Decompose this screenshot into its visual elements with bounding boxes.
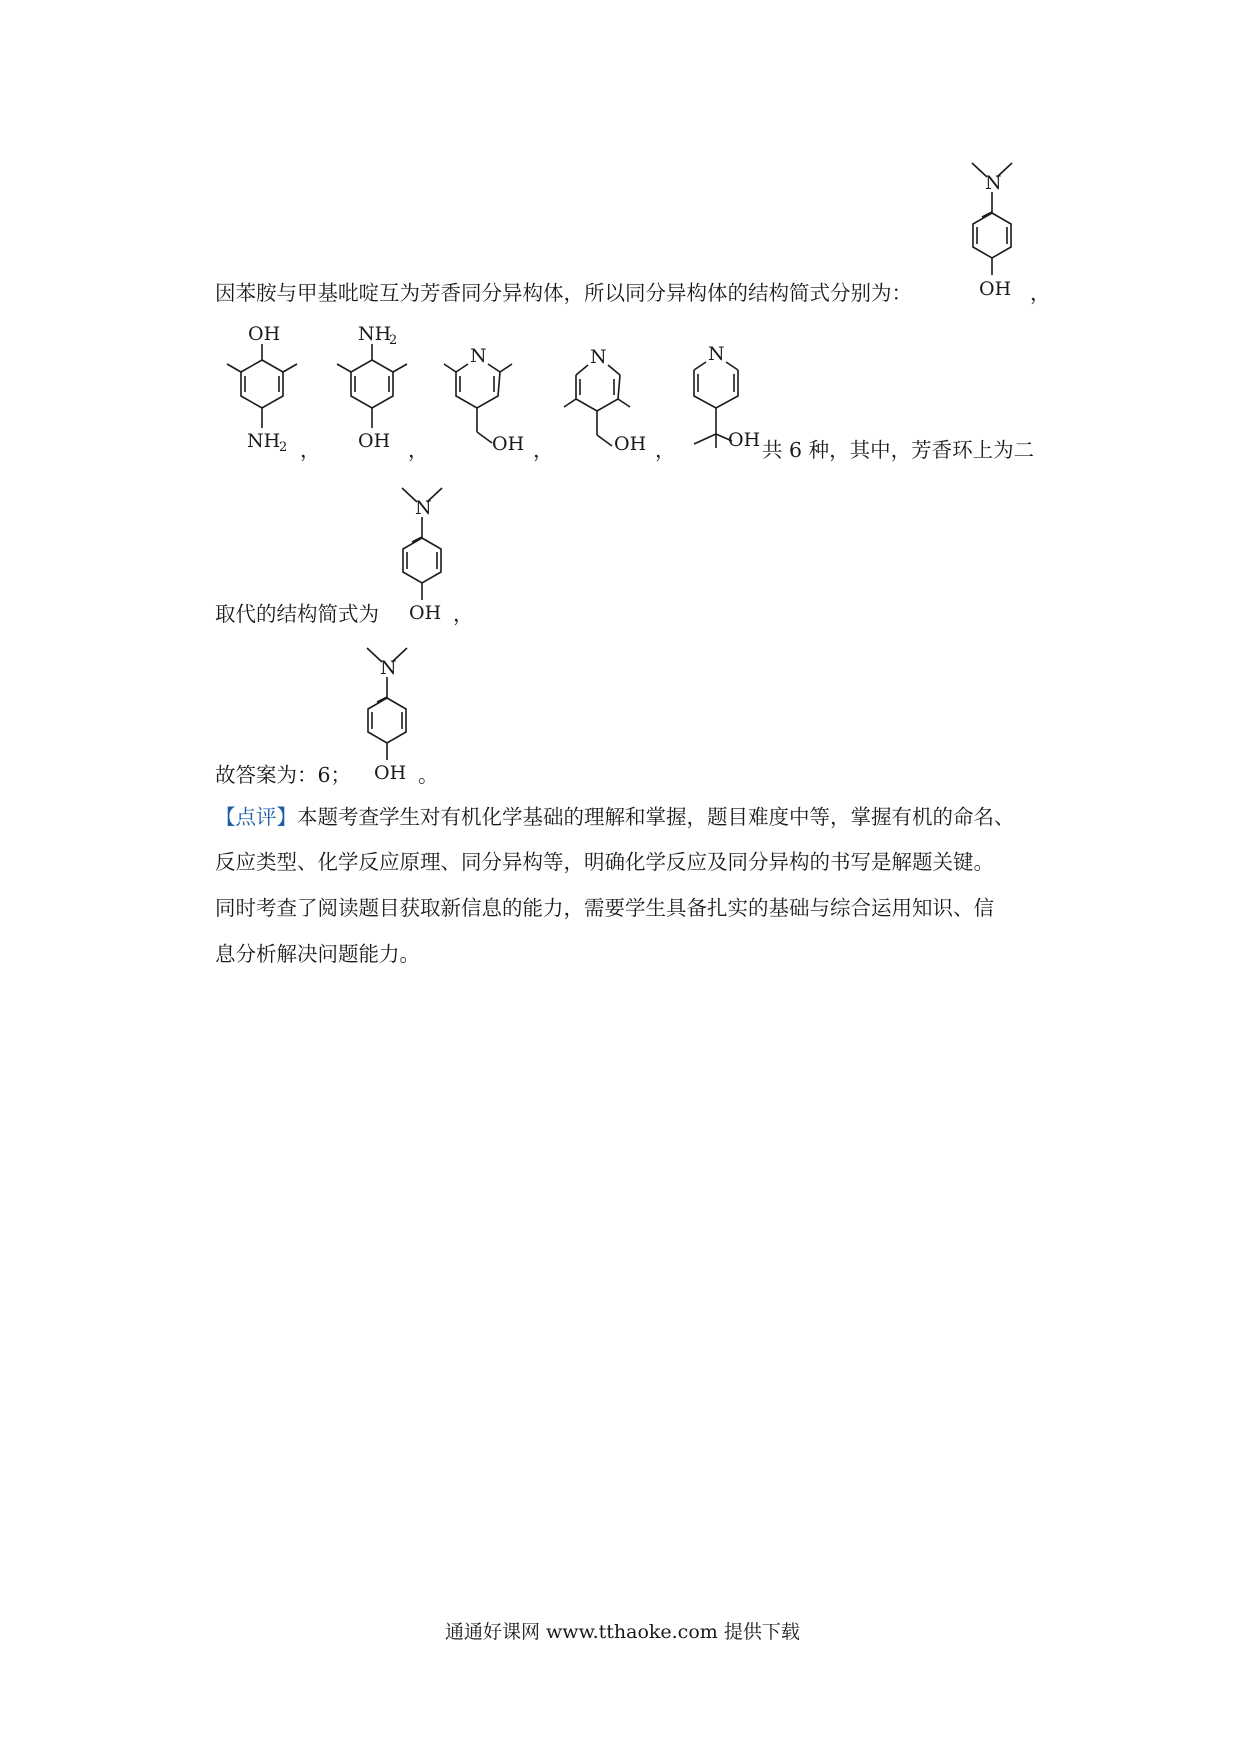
total-count: 共 6 种，其中，芳香环上为二 (762, 438, 1035, 462)
structure-pyridyl-propanol (680, 340, 790, 490)
svg-text:NH: NH (358, 323, 392, 345)
svg-text:OH: OH (492, 433, 525, 455)
comma: ， (1030, 281, 1051, 305)
svg-text:N: N (590, 346, 607, 368)
structure-aminodimethylphenol (215, 320, 315, 490)
comment-line-2: 反应类型、化学反应原理、同分异构等，明确化学反应及同分异构的书写是解题关键。 (215, 850, 994, 874)
structure-aminodimethylphenol-2 (325, 320, 425, 490)
svg-text:OH: OH (728, 429, 761, 451)
nh2-label: NH (247, 430, 281, 452)
text-line-1: 因苯胺与甲基吡啶互为芳香同分异构体，所以同分异构体的结构简式分别为： (215, 281, 912, 305)
svg-text:N: N (470, 345, 487, 367)
svg-text:2: 2 (279, 440, 288, 455)
svg-text:N: N (415, 497, 432, 519)
comment-line-4: 息分析解决问题能力。 (215, 942, 420, 966)
n-label: N (985, 172, 1002, 194)
svg-text:OH: OH (614, 433, 647, 455)
structure-dimethylpyridine-methanol-2 (560, 345, 680, 490)
svg-text:N: N (708, 343, 725, 365)
svg-text:2: 2 (389, 333, 398, 348)
svg-text:OH: OH (374, 762, 407, 784)
comment-line-1: 【点评】本题考查学生对有机化学基础的理解和掌握，题目难度中等，掌握有机的命名、 (215, 805, 1015, 829)
oh-label: OH (979, 278, 1012, 300)
comment-line-3: 同时考查了阅读题目获取新信息的能力，需要学生具备扎实的基础与综合运用知识、信 (215, 896, 994, 920)
svg-text:N: N (380, 657, 397, 679)
structure-dimethylpyridine-methanol (440, 340, 560, 490)
comment-tag: 【点评】 (215, 805, 297, 829)
svg-text:OH: OH (409, 602, 442, 624)
svg-text:OH: OH (358, 430, 391, 452)
oh-label: OH (248, 323, 281, 345)
footer: 通通好课网 www.tthaoke.com 提供下载 (445, 1621, 800, 1643)
